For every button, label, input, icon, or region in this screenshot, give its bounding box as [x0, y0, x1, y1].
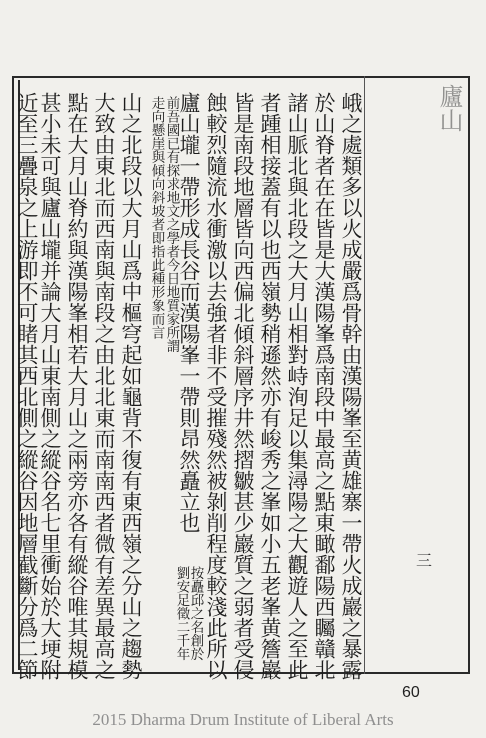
text-column-1: 峨之處類多以火成嚴爲骨幹由漢陽峯至黄雄寨一帶火成巖之暴露	[339, 92, 363, 680]
text-column-12: 近至三疊泉之上游即不可睹其西北側之縱谷因地層截斷分爲二節	[15, 92, 39, 680]
page-number: 60	[402, 684, 420, 701]
text-column-5: 皆是南段地層皆向西偏北傾斜層序井然摺皺甚少巖質之弱者受侵	[231, 92, 255, 680]
text-column-2: 於山脊者在在皆是大漢陽峯爲南段中最高之點東瞰鄱陽西矚贛北	[312, 92, 336, 680]
text-column-11: 甚小未可與廬山壠并論大月山東南側之縱谷名七里衝始於大埂附	[38, 92, 62, 680]
text-column-10: 點在大月山脊約與漢陽峯相若大月山之兩旁亦各有縱谷唯其規模	[65, 92, 89, 680]
text-column-6: 蝕較烈隨流水衝激以去強者非不受摧殘然被剝削程度較淺此所以	[204, 92, 228, 680]
text-column-4: 者踵相接蓋有以也西嶺勢稍遜然亦有峻秀之峯如小五老峯黄簷巖	[258, 92, 282, 680]
margin-mark: 三	[416, 551, 433, 570]
running-title: 廬山	[435, 84, 463, 132]
text-column-9: 大致由東北而西南與南段之由北北東而南南西者微有差異最高之	[92, 92, 116, 680]
header-column-rule	[364, 76, 365, 674]
text-column-3: 諸山脈北與北段之大月山相對峙洵足以集潯陽之大觀遊人之至此	[285, 92, 309, 680]
note-inline-right: 按矗邱之名創於	[187, 566, 204, 661]
note-column-1: 前吾國已有探求地文之學者今日地質家所謂	[163, 96, 180, 353]
note-inline-left: 劉安足徵二千年	[173, 566, 190, 661]
text-column-8: 山之北段以大月山爲中樞穹起如龜背不復有東西嶺之分山之趨勢	[119, 92, 143, 680]
watermark: 2015 Dharma Drum Institute of Liberal Arts	[92, 710, 394, 729]
text-column-7: 廬山壠一帶形成長谷而漢陽峯一帶則昂然矗立也	[177, 92, 201, 533]
note-column-2: 走向懸崖與傾向斜坡者即指此種形象而言	[148, 96, 165, 339]
